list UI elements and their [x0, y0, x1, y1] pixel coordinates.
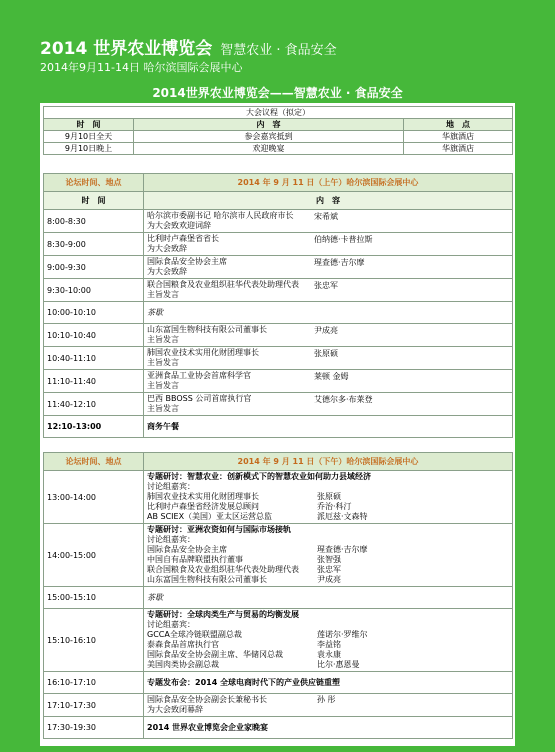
table-row: [44, 524, 513, 587]
table-row: [44, 609, 513, 672]
line-speaker: 李益铭: [317, 640, 341, 649]
row-line: 主旨发言: [147, 335, 179, 344]
line-text: AB SCIEX（美国）亚太区运营总监: [147, 512, 273, 521]
line-text: 讨论组嘉宾：: [147, 535, 195, 544]
row-content: [144, 256, 513, 279]
row-time: 17:10-17:30: [44, 694, 144, 717]
header: [0, 0, 555, 84]
line-speaker: 派厄兹·文森特: [317, 512, 368, 521]
row-time: 14:00-15:00: [44, 524, 144, 587]
row-time: 15:00-15:10: [44, 587, 144, 609]
row-speaker: 莱顿 金姆: [314, 372, 349, 381]
row-time: 9:30-10:00: [44, 279, 144, 302]
agenda-caption: 大会议程（拟定）: [44, 107, 513, 119]
row-time: 10:10-10:40: [44, 324, 144, 347]
row-line: [147, 610, 509, 620]
line-text: 国际食品安全协会主席: [147, 545, 227, 554]
row-line: [147, 660, 509, 670]
line-text: 专题发布会：2014 全球电商时代下的产业供应链重塑: [147, 677, 341, 687]
col-time: 时 间: [44, 119, 134, 131]
row-speaker: 张原硕: [314, 349, 338, 358]
table-row: [44, 210, 513, 233]
row-line: [147, 555, 509, 565]
afternoon-rows: [44, 471, 513, 739]
line-speaker: 张智强: [317, 555, 341, 564]
page-subtitle: 智慧农业 · 食品安全: [220, 43, 337, 58]
row-time: 17:30-19:30: [44, 717, 144, 739]
row-content: [144, 471, 513, 524]
line-speaker: 莲诺尔·罗维尔: [317, 630, 368, 639]
row-line: 山东富国生物科技有限公司董事长: [147, 325, 267, 334]
row-line: 主旨发言: [147, 404, 179, 413]
row-line: [147, 575, 509, 585]
row-line: [147, 640, 509, 650]
col-time: 时 间: [44, 192, 144, 210]
row-line: [147, 492, 509, 502]
row-line: [147, 630, 509, 640]
row-time: 8:30-9:00: [44, 233, 144, 256]
row-line: [147, 723, 509, 733]
line-text: 讨论组嘉宾：: [147, 620, 195, 629]
table-row: [44, 416, 513, 438]
table-row: [44, 370, 513, 393]
forum-value: 2014 年 9 月 11 日（上午）哈尔滨国际会展中心: [144, 174, 513, 192]
row-line: 茶歇: [147, 307, 163, 317]
row-line: [147, 565, 509, 575]
row-content: [144, 416, 513, 438]
row-place: 华旗酒店: [404, 143, 513, 155]
row-time: 15:10-16:10: [44, 609, 144, 672]
line-text: 2014 世界农业博览会企业家晚宴: [147, 722, 269, 732]
line-text: 茶歇: [147, 592, 163, 602]
line-text: 中国自有品牌联盟执行董事: [147, 555, 243, 564]
col-place: 地 点: [404, 119, 513, 131]
row-line: [147, 512, 509, 522]
row-content: [144, 717, 513, 739]
row-line: [147, 545, 509, 555]
row-line: [147, 535, 509, 545]
row-line: 主旨发言: [147, 381, 179, 390]
row-time: 16:10-17:10: [44, 672, 144, 694]
line-text: 美国肉类协会副总裁: [147, 660, 219, 669]
banner: 2014世界农业博览会——智慧农业 · 食品安全: [40, 83, 515, 103]
morning-rows: [44, 210, 513, 438]
table-row: [44, 131, 513, 143]
row-line: 为大会致欢迎词辞: [147, 221, 211, 230]
line-text: 山东富国生物科技有限公司董事长: [147, 575, 267, 584]
row-time: 10:40-11:10: [44, 347, 144, 370]
row-time: 11:40-12:10: [44, 393, 144, 416]
table-row: [44, 672, 513, 694]
table-row: [44, 143, 513, 155]
row-time: 9:00-9:30: [44, 256, 144, 279]
row-time: 11:10-11:40: [44, 370, 144, 393]
table-row: [44, 279, 513, 302]
forum-value: 2014 年 9 月 11 日（下午）哈尔滨国际会展中心: [144, 453, 513, 471]
row-speaker: 艾德尔多·布莱登: [314, 395, 373, 404]
row-line: [147, 620, 509, 630]
line-speaker: 瑆查德·吉尔摩: [317, 545, 368, 554]
title-text: 2014 世界农业博览会: [40, 39, 213, 59]
row-time: 9月10日晚上: [44, 143, 134, 155]
line-text: 国际食品安全协会副会长兼秘书长: [147, 695, 267, 704]
row-content: [144, 694, 513, 717]
row-time: 8:00-8:30: [44, 210, 144, 233]
line-text: 比利时卢森堡省经济发展总顾问: [147, 502, 259, 511]
row-content: 参会嘉宾抵到: [134, 131, 404, 143]
table-row: [44, 233, 513, 256]
row-time: 9月10日全天: [44, 131, 134, 143]
row-line: [147, 650, 509, 660]
row-content: [144, 393, 513, 416]
row-content: [144, 233, 513, 256]
table-row: [44, 717, 513, 739]
row-time: 12:10-13:00: [44, 416, 144, 438]
line-text: 专题研讨：智慧农业：创新模式下的智慧农业如何助力县域经济: [147, 472, 371, 481]
line-text: 讨论组嘉宾：: [147, 482, 195, 491]
table-row: [44, 393, 513, 416]
afternoon-table: [43, 452, 513, 739]
line-text: 国际食品安全协会副主席、华储冈总裁: [147, 650, 283, 659]
forum-label: 论坛时间、地点: [44, 453, 144, 471]
table-row: [44, 347, 513, 370]
line-speaker: 比尔·惠恩曼: [317, 660, 360, 669]
row-line: [147, 472, 509, 482]
line-speaker: 乔治·科汀: [317, 502, 352, 511]
row-line: 亚洲食品工业协会首席科学官: [147, 371, 251, 380]
table-row: [44, 324, 513, 347]
line-text: 泰森食品首席执行官: [147, 640, 219, 649]
row-time: 13:00-14:00: [44, 471, 144, 524]
row-content: [144, 302, 513, 324]
line-text: 专题研讨：亚洲农资如何与国际市场接轨: [147, 525, 291, 534]
row-line: [147, 593, 509, 603]
table-row: [44, 587, 513, 609]
line-speaker: 孙 彤: [317, 695, 336, 704]
row-line: [147, 695, 509, 705]
row-line: 巴西 BBOSS 公司首席执行官: [147, 394, 252, 403]
row-line: [147, 482, 509, 492]
row-line: 肺国农业技术实用化财团理事长: [147, 348, 259, 357]
row-content: [144, 324, 513, 347]
row-line: 主旨发言: [147, 358, 179, 367]
row-line: 商务午餐: [147, 421, 179, 431]
table-row: [44, 256, 513, 279]
row-content: [144, 210, 513, 233]
row-line: [147, 525, 509, 535]
row-line: 国际食品安全协会主席: [147, 257, 227, 266]
col-content: 内 容: [144, 192, 513, 210]
col-content: 内 容: [134, 119, 404, 131]
row-line: 哈尔滨市委副书记 哈尔滨市人民政府市长: [147, 211, 294, 220]
row-content: [144, 609, 513, 672]
row-line: [147, 678, 509, 688]
row-line: 主旨发言: [147, 290, 179, 299]
line-speaker: 袁永康: [317, 650, 341, 659]
row-content: [144, 672, 513, 694]
line-speaker: 尹成亮: [317, 575, 341, 584]
line-speaker: 张忠军: [317, 565, 341, 574]
table-row: [44, 694, 513, 717]
row-speaker: 瑆查德·吉尔摩: [314, 258, 365, 267]
morning-table: [43, 173, 513, 438]
line-text: GCCA全球冷链联盟副总裁: [147, 630, 242, 639]
row-content: [144, 279, 513, 302]
row-speaker: 张忠军: [314, 281, 338, 290]
date-place: 2014年9月11-14日 哈尔滨国际会展中心: [40, 61, 243, 74]
row-line: [147, 705, 509, 715]
row-line: 为大会致辞: [147, 267, 187, 276]
row-speaker: 宋希斌: [314, 212, 338, 221]
row-speaker: 伯纳德·卡普拉斯: [314, 235, 373, 244]
page-title: [40, 34, 337, 59]
row-content: [144, 587, 513, 609]
row-line: 为大会致辞: [147, 244, 187, 253]
row-time: 10:00-10:10: [44, 302, 144, 324]
row-line: [147, 502, 509, 512]
row-speaker: 尹成亮: [314, 326, 338, 335]
row-line: 比利时卢森堡省省长: [147, 234, 219, 243]
forum-label: 论坛时间、地点: [44, 174, 144, 192]
row-content: [144, 524, 513, 587]
row-place: 华旗酒店: [404, 131, 513, 143]
row-content: [144, 347, 513, 370]
table-row: [44, 471, 513, 524]
agenda-table: [43, 106, 513, 155]
row-line: 联合国粮食及农业组织驻华代表处助理代表: [147, 280, 299, 289]
line-text: 为大会致闭幕辞: [147, 705, 203, 714]
row-content: [144, 370, 513, 393]
row-content: 欢迎晚宴: [134, 143, 404, 155]
table-row: [44, 302, 513, 324]
line-speaker: 张原硕: [317, 492, 341, 501]
line-text: 专题研讨：全球肉类生产与贸易的均衡发展: [147, 610, 299, 619]
line-text: 肺国农业技术实用化财团理事长: [147, 492, 259, 501]
line-text: 联合国粮食及农业组织驻华代表处助理代表: [147, 565, 299, 574]
